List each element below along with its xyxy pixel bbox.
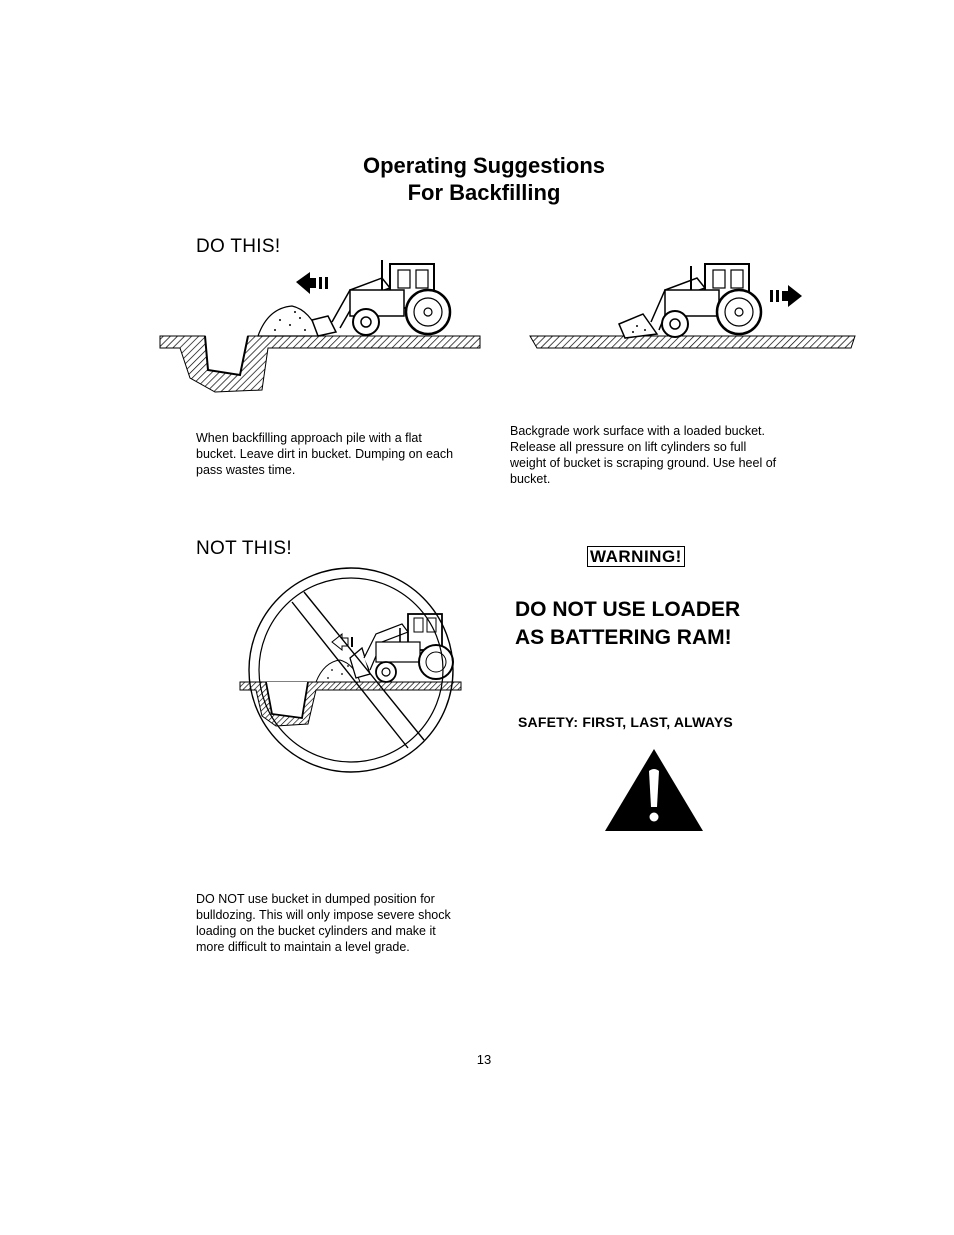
safety-slogan: SAFETY: FIRST, LAST, ALWAYS (518, 714, 733, 730)
page-title (0, 152, 954, 206)
illustration-prohibited-bulldozing (236, 566, 466, 776)
warning-badge: WARNING! (587, 546, 685, 567)
title-line-2: For Backfilling (407, 180, 561, 205)
warning-heading (515, 596, 740, 652)
page-number: 13 (476, 1052, 492, 1067)
illustration-approach-pile (150, 250, 490, 410)
do-this-left-caption: When backfilling approach pile with a flat bucket. Leave dirt in bucket. Dumping on each pass wastes time. (196, 431, 454, 477)
arrow-right-icon (770, 285, 802, 307)
not-this-caption: DO NOT use bucket in dumped position for bulldozing. This will only impose severe shock loading on the bucket cylinders and make it more difficult to maintain a level grade. (196, 892, 451, 954)
warning-triangle-icon (599, 745, 709, 835)
do-this-right-caption: Backgrade work surface with a loaded bucket. Release all pressure on lift cylinders so full weight of bucket is scraping ground. Use heel of bucket. (510, 424, 777, 486)
illustration-backgrade (525, 250, 865, 370)
do-this-label: DO THIS! (196, 236, 281, 257)
not-this-label: NOT THIS! (196, 538, 292, 559)
warning-heading-line-1: DO NOT USE LOADER (515, 598, 741, 621)
title-line-1: Operating Suggestions (362, 153, 606, 178)
warning-heading-line-2: AS BATTERING RAM! (515, 626, 732, 649)
arrow-left-icon (296, 272, 328, 294)
